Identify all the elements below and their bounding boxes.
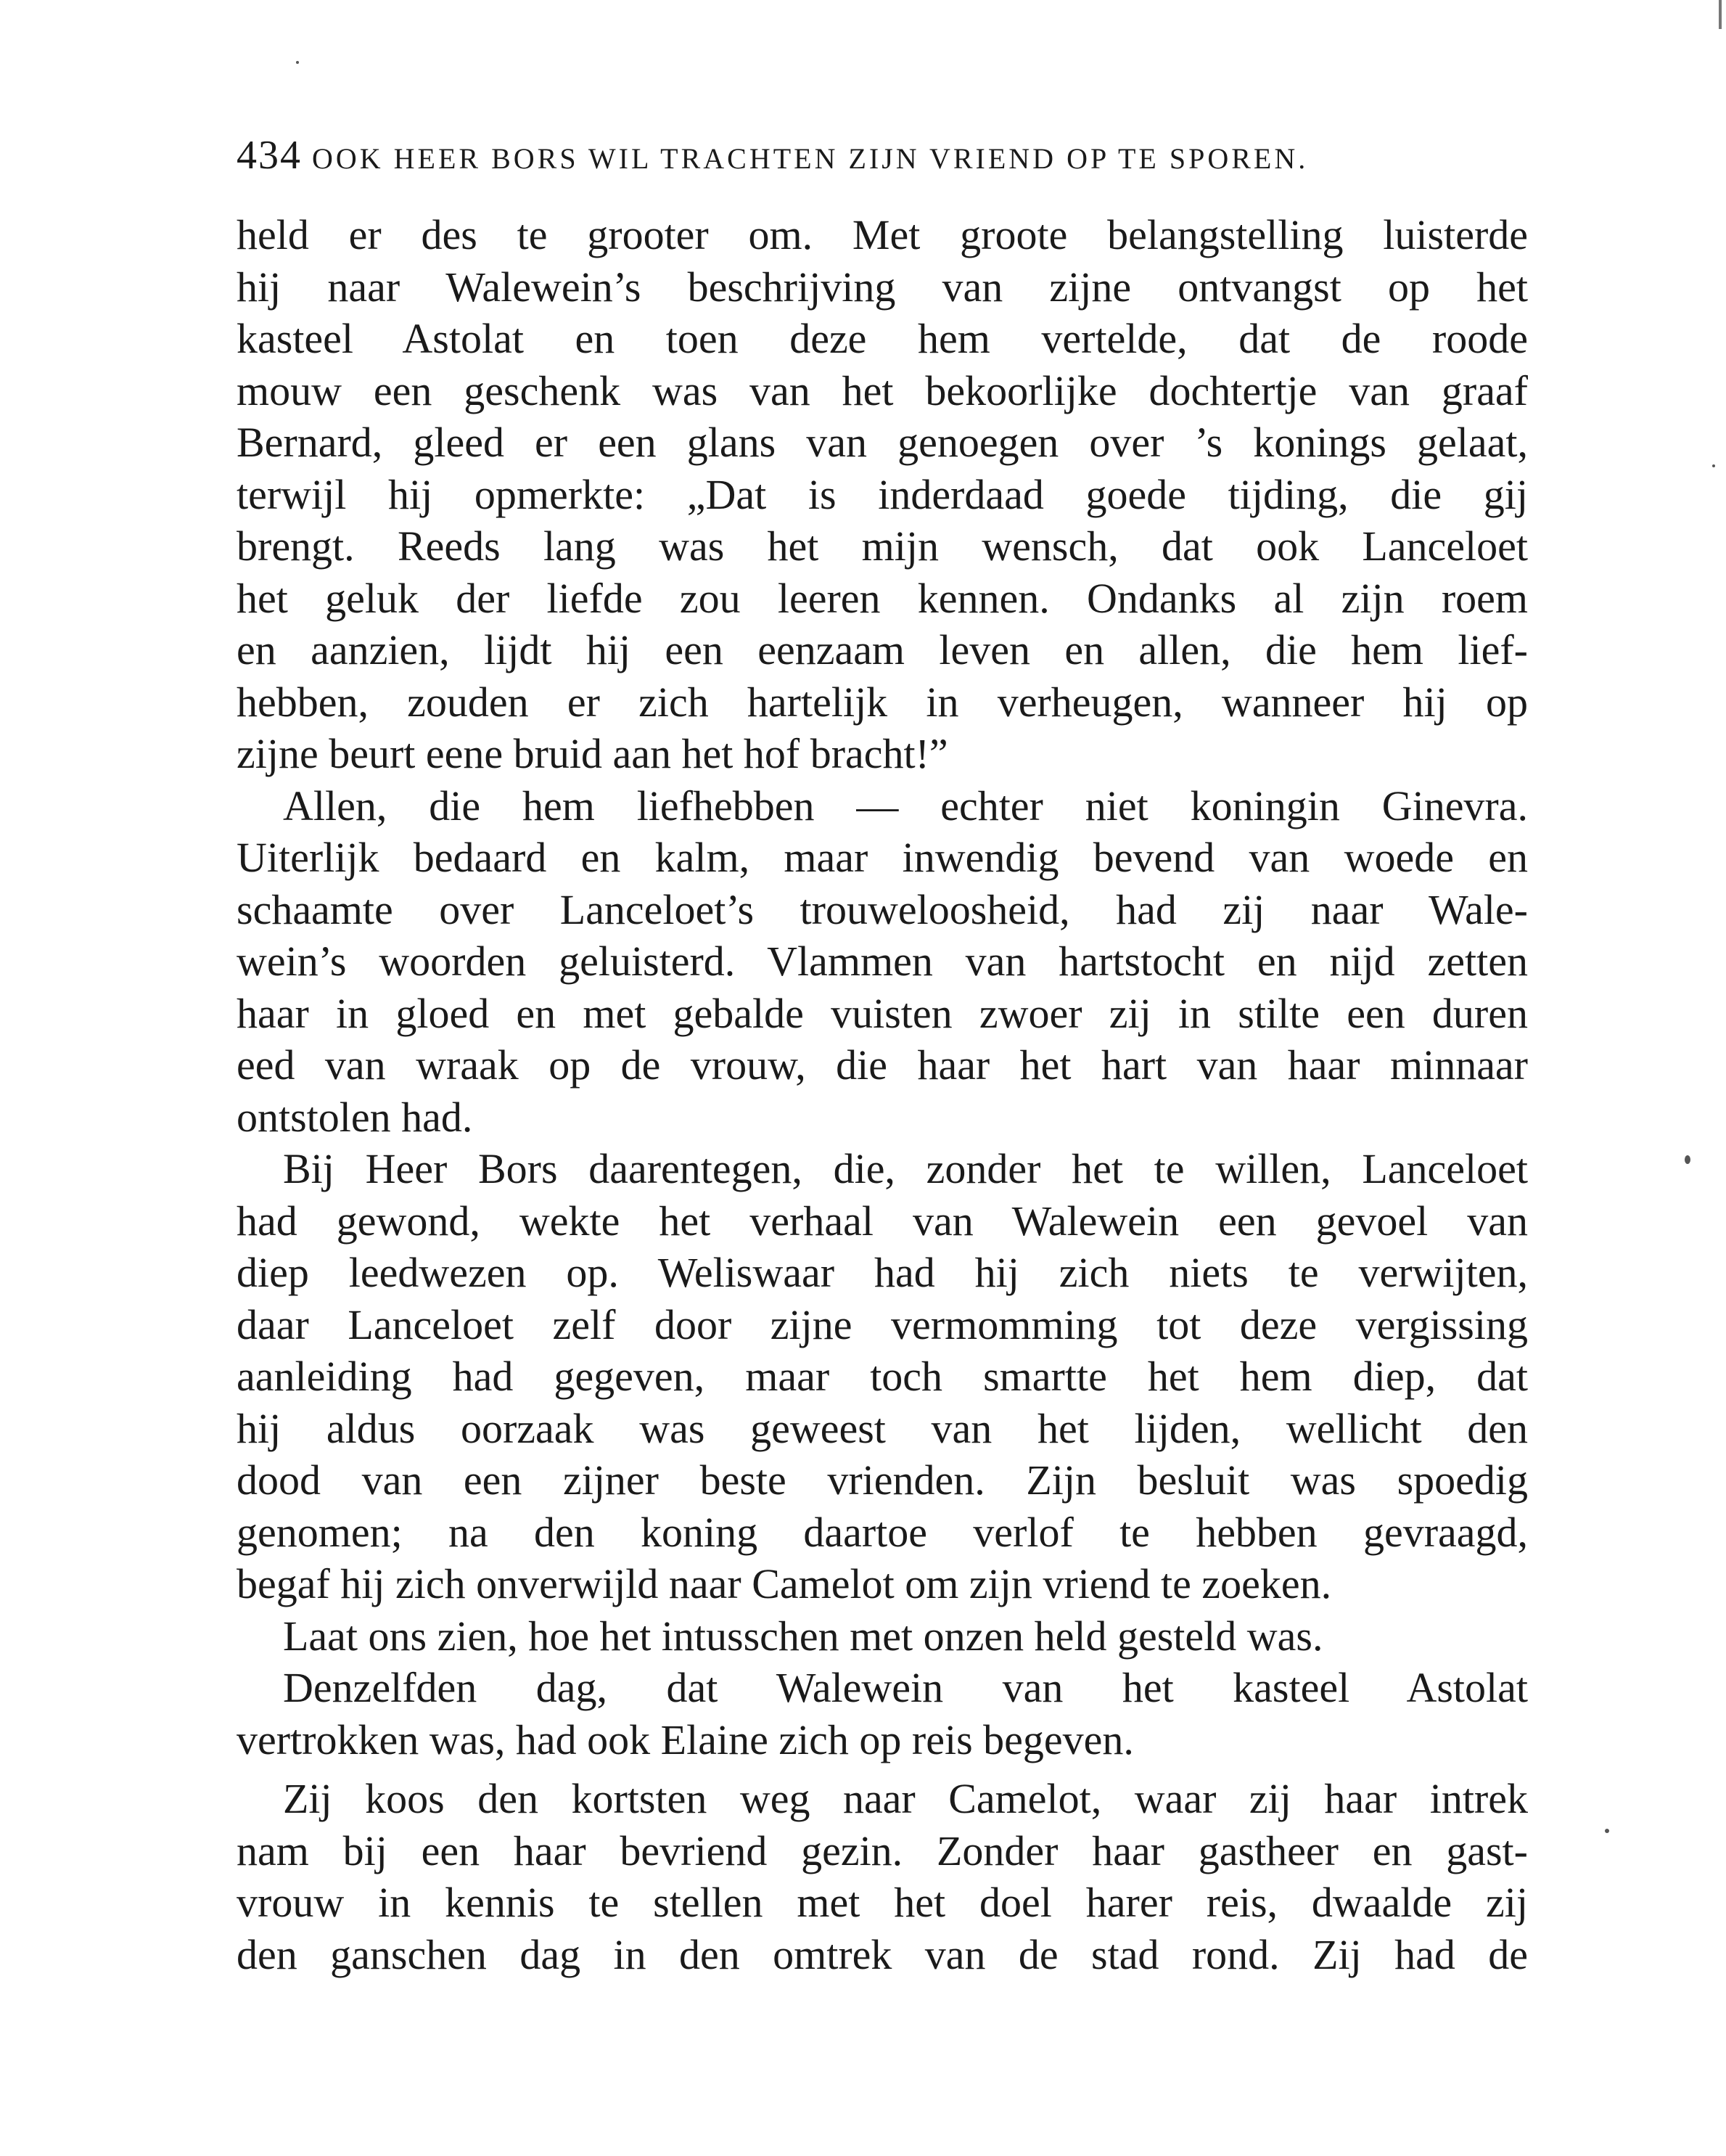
text-line: Denzelfden dag, dat Walewein van het kasteel Astolat: [283, 1664, 1528, 1711]
text-line: mouw een geschenk was van het bekoorlijke dochtertje van graaf: [237, 366, 1528, 414]
text-line: begaf hij zich onverwijld naar Camelot om zijn vriend te zoeken.: [237, 1560, 1332, 1607]
text-line: nam bij een haar bevriend gezin. Zonder haar gastheer en gast-: [237, 1827, 1528, 1874]
text-line: eed van wraak op de vrouw, die haar het hart van haar minnaar: [237, 1041, 1528, 1089]
text-line: het geluk der liefde zou leeren kennen. Ondanks al zijn roem: [237, 574, 1528, 622]
text-line: vrouw in kennis te stellen met het doel harer reis, dwaalde zij: [237, 1879, 1528, 1926]
text-line: hebben, zouden er zich hartelijk in verheugen, wanneer hij op: [237, 678, 1528, 726]
text-line: held er des te grooter om. Met groote belangstelling luisterde: [237, 211, 1528, 258]
scan-speck: [1605, 1829, 1609, 1833]
text-line: daar Lanceloet zelf door zijne vermomming tot deze vergissing: [237, 1300, 1528, 1348]
text-line: had gewond, wekte het verhaal van Walewein een gevoel van: [237, 1197, 1528, 1245]
text-line: wein’s woorden geluisterd. Vlammen van hartstocht en nijd zetten: [237, 938, 1528, 985]
text-line: aanleiding had gegeven, maar toch smartte het hem diep, dat: [237, 1353, 1528, 1400]
page-number: 434: [237, 133, 302, 178]
text-line: haar in gloed en met gebalde vuisten zwoer zij in stilte een duren: [237, 989, 1528, 1037]
text-line: Uiterlijk bedaard en kalm, maar inwendig bevend van woede en: [237, 834, 1528, 881]
text-line: hij naar Walewein’s beschrijving van zijne ontvangst op het: [237, 263, 1528, 311]
scan-speck: [1685, 1155, 1690, 1164]
text-line: Allen, die hem liefhebben — echter niet koningin Ginevra.: [283, 782, 1528, 829]
text-line: zijne beurt eene bruid aan het hof bracht!”: [237, 730, 948, 777]
text-line: hij aldus oorzaak was geweest van het lijden, wellicht den: [237, 1404, 1528, 1452]
text-line: terwijl hij opmerkte: „Dat is inderdaad goede tijding, die gij: [237, 470, 1528, 518]
text-line: kasteel Astolat en toen deze hem vertelde, dat de roode: [237, 315, 1528, 362]
text-line: Zij koos den kortsten weg naar Camelot, waar zij haar intrek: [283, 1775, 1528, 1822]
text-line: genomen; na den koning daartoe verlof te hebben gevraagd,: [237, 1508, 1528, 1556]
text-line: Bij Heer Bors daarentegen, die, zonder het te willen, Lanceloet: [283, 1145, 1528, 1192]
text-line: dood van een zijner beste vrienden. Zijn besluit was spoedig: [237, 1456, 1528, 1504]
text-line: Laat ons zien, hoe het intusschen met onzen held gesteld was.: [283, 1612, 1323, 1660]
running-head: [237, 135, 1528, 176]
text-line: vertrokken was, had ook Elaine zich op reis begeven.: [237, 1716, 1134, 1763]
text-line: diep leedwezen op. Weliswaar had hij zich niets te verwijten,: [237, 1249, 1528, 1296]
text-line: Bernard, gleed er een glans van genoegen over ’s konings gelaat,: [237, 419, 1528, 466]
text-line: schaamte over Lanceloet’s trouweloosheid, had zij naar Wale-: [237, 885, 1528, 933]
scan-edge-mark: [1719, 0, 1722, 29]
running-title: OOK HEER BORS WIL TRACHTEN ZIJN VRIEND OP TE SPOREN.: [312, 142, 1309, 175]
text-line: en aanzien, lijdt hij een eenzaam leven en allen, die hem lief-: [237, 626, 1528, 673]
text-line: ontstolen had.: [237, 1093, 473, 1141]
scan-speck: [296, 61, 299, 64]
text-line: den ganschen dag in den omtrek van de stad rond. Zij had de: [237, 1930, 1528, 1978]
scan-speck: [1712, 464, 1715, 467]
text-line: brengt. Reeds lang was het mijn wensch, dat ook Lanceloet: [237, 522, 1528, 570]
body-text: [237, 209, 1528, 1980]
